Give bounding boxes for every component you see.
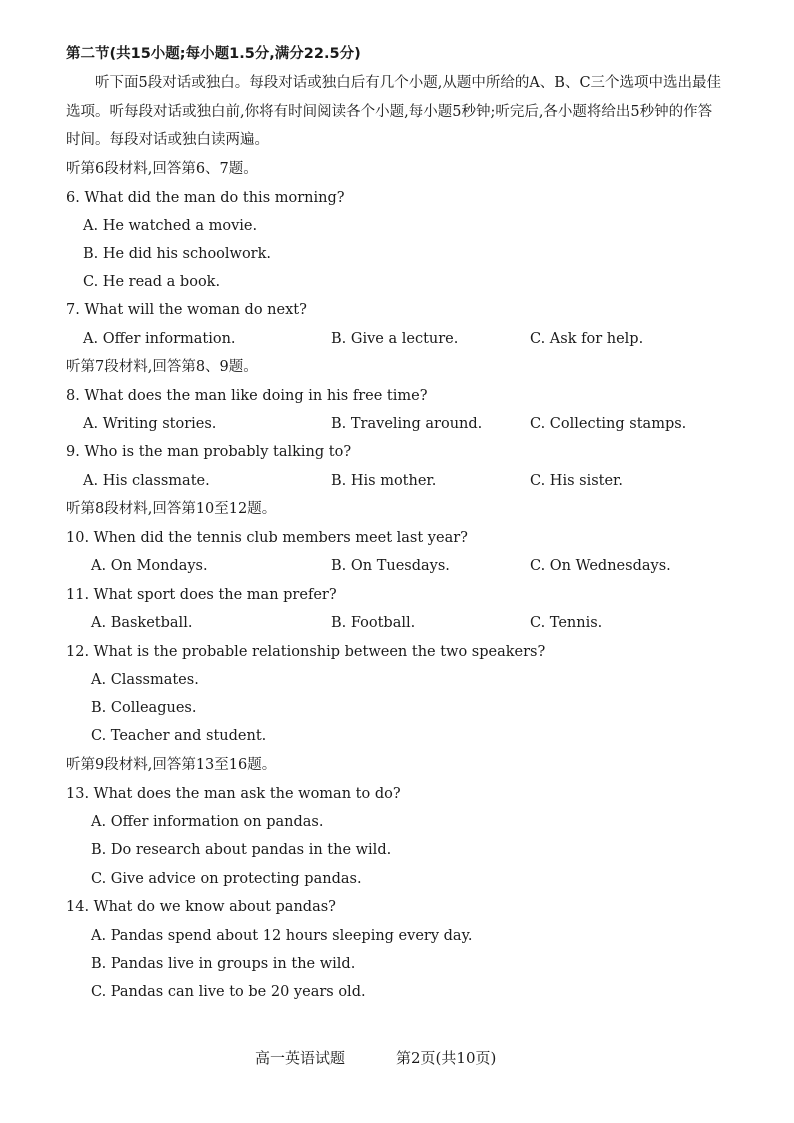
question-stem: 9. Who is the man probably talking to? — [66, 444, 352, 460]
option-b: B. Colleagues. — [91, 700, 197, 716]
group-instruction: 听第8段材料,回答第10至12题。 — [66, 501, 277, 517]
option-b: B. Traveling around. — [331, 416, 483, 432]
question-stem: 8. What does the man like doing in his free time? — [66, 388, 428, 404]
option-a: A. His classmate. — [83, 473, 210, 489]
option-b: B. His mother. — [331, 473, 437, 489]
option-c: C. His sister. — [530, 473, 624, 489]
footer-page-number: 第2页(共10页) — [396, 1049, 497, 1067]
option-b: B. On Tuesdays. — [331, 558, 450, 574]
option-a: A. Classmates. — [91, 672, 199, 688]
section-instructions: 听下面5段对话或独白。每段对话或独白后有几个小题,从题中所给的A、B、C三个选项中选出最佳选项。听每段对话或独白前,你将有时间阅读各个小题,每小题5秒钟;听完后,各小题将给出5秒钟的作答时间。每段对话或独白读两遍。 — [66, 75, 722, 148]
question-stem: 7. What will the woman do next? — [66, 302, 307, 318]
option-c: C. Collecting stamps. — [530, 416, 687, 432]
option-a: A. He watched a movie. — [83, 218, 258, 234]
option-a: A. On Mondays. — [91, 558, 208, 574]
option-c: C. Tennis. — [530, 615, 603, 631]
option-c: C. Ask for help. — [530, 331, 644, 347]
question-stem: 10. When did the tennis club members meet last year? — [66, 530, 468, 546]
option-a: A. Pandas spend about 12 hours sleeping every day. — [91, 928, 473, 944]
option-c: C. He read a book. — [83, 274, 221, 290]
option-b: B. Football. — [331, 615, 416, 631]
group-instruction: 听第6段材料,回答第6、7题。 — [66, 161, 258, 177]
option-b: B. Do research about pandas in the wild. — [91, 842, 392, 858]
footer-subject: 高一英语试题 — [255, 1049, 346, 1067]
option-b: B. Pandas live in groups in the wild. — [91, 956, 356, 972]
option-b: B. Give a lecture. — [331, 331, 459, 347]
question-stem: 14. What do we know about pandas? — [66, 899, 336, 915]
option-a: A. Offer information. — [83, 331, 236, 347]
question-stem: 6. What did the man do this morning? — [66, 190, 345, 206]
option-c: C. On Wednesdays. — [530, 558, 671, 574]
option-c: C. Give advice on protecting pandas. — [91, 871, 362, 887]
question-stem: 11. What sport does the man prefer? — [66, 587, 337, 603]
question-stem: 13. What does the man ask the woman to do? — [66, 786, 401, 802]
group-instruction: 听第9段材料,回答第13至16题。 — [66, 757, 277, 773]
section-heading: 第二节(共15小题;每小题1.5分,满分22.5分) — [66, 46, 361, 62]
question-stem: 12. What is the probable relationship between the two speakers? — [66, 644, 546, 660]
group-instruction: 听第7段材料,回答第8、9题。 — [66, 359, 258, 375]
option-a: A. Offer information on pandas. — [91, 814, 324, 830]
option-c: C. Teacher and student. — [91, 728, 267, 744]
option-c: C. Pandas can live to be 20 years old. — [91, 984, 366, 1000]
option-a: A. Basketball. — [91, 615, 193, 631]
option-a: A. Writing stories. — [83, 416, 217, 432]
option-b: B. He did his schoolwork. — [83, 246, 272, 262]
